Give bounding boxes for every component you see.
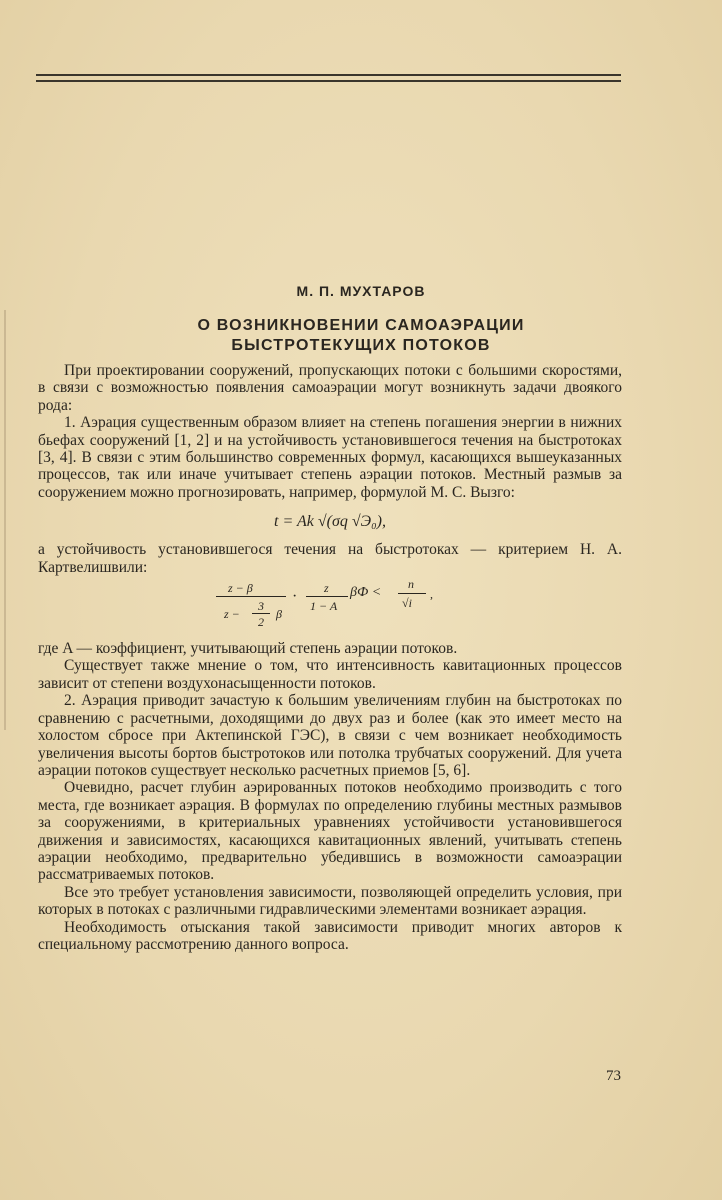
paragraph-requirement: Все это требует установления зависимости, позволяющей определить условия, при которых в потоках с различными гидравлическими элементами возникает аэрация. — [38, 883, 622, 919]
f2-line3 — [398, 593, 426, 594]
paragraph-intro: При проектировании сооружений, пропускающих потоки с большими скоростями, в связи с возможностью появления самоаэрации могут возникнуть задачи двоякого рода: — [38, 362, 622, 414]
header-double-rule — [36, 74, 621, 82]
paragraph-criterion: а устойчивость установившегося течения на быстротоках — критерием Н. А. Картвелишвили: — [38, 541, 622, 576]
f2-mid: βФ < — [350, 585, 382, 601]
formula-vyzgo: t = Ak √(σq √Э₀), — [274, 513, 386, 531]
f2-num1: z − β — [228, 581, 253, 596]
f2-den1-beta: β — [276, 607, 282, 622]
paragraph-necessity: Необходимость отыскания такой зависимости приводит многих авторов к специальному рассмотрению данного вопроса. — [38, 918, 622, 953]
article-title — [0, 316, 722, 356]
f2-den1-three: 3 — [258, 599, 264, 614]
f2-den1-two: 2 — [258, 615, 264, 630]
f2-num3: n — [408, 577, 414, 592]
paragraph-point-2: 2. Аэрация приводит зачастую к большим увеличениям глубин на быстротоках по сравнению с расчетными, доходящими до двух раз и более (как это имеет место на холостом сбросе при Актепинской ГЭС), в связи с чем возникает необходимость увеличения высоты бортов быстротоков или потолка трубчатых сооружений. Для учета аэрации потоков существует несколько расчетных приемов [5, 6]. — [38, 692, 622, 779]
paragraph-coef-a: где A — коэффициент, учитывающий степень аэрации потоков. — [38, 640, 458, 658]
f2-den3: √i — [402, 596, 412, 611]
scan-margin-shadow — [4, 310, 6, 730]
title-line-1: О ВОЗНИКНОВЕНИИ САМОАЭРАЦИИ — [197, 317, 525, 334]
f2-num2: z — [324, 581, 329, 596]
f2-line1 — [216, 596, 286, 597]
paragraph-cavitation: Существует также мнение о том, что интенсивность кавитационных процессов зависит от степени воздухонасыщенности потоков. — [38, 657, 622, 692]
page-number: 73 — [606, 1068, 621, 1084]
paragraph-point-1: 1. Аэрация существенным образом влияет на степень погашения энергии в нижних бьефах сооружений [1, 2] и на устойчивость установившегося течения на быстротоках [3, 4]. В связи с этим большинство современных формул, касающихся вышеуказанных процессов, так или иначе учитывает степень аэрации потоков. Местный размыв за сооружением можно прогнозировать, например, формулой М. С. Вызго: — [38, 414, 622, 501]
author-name: М. П. МУХТАРОВ — [296, 283, 426, 299]
title-line-2: БЫСТРОТЕКУЩИХ ПОТОКОВ — [231, 337, 491, 354]
formula-kartvelishvili — [38, 576, 622, 634]
f2-dot: · — [292, 588, 298, 606]
paragraph-depth: Очевидно, расчет глубин аэрированных потоков необходимо производить с того места, где возникает аэрация. В формулах по определению глубины местных размывов за сооружениями, в критериальных уравнениях устойчивости установившегося движения и зависимостях, касающихся кавитационных явлений, учитывать степень аэрации необходимо, предварительно убедившись в возможности самоаэрации рассматриваемых потоков. — [38, 779, 622, 884]
article-body — [38, 362, 622, 953]
f2-den2: 1 − A — [310, 599, 338, 614]
f2-tail: , — [430, 587, 433, 602]
f2-den1-z: z − — [224, 607, 240, 622]
f2-line2 — [306, 596, 348, 597]
